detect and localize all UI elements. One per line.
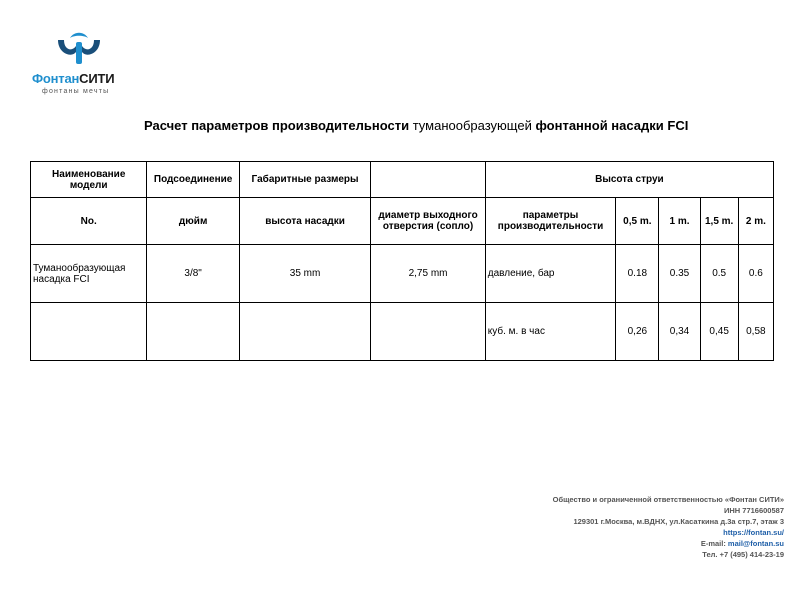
- header-height-3: 1,5 m.: [700, 198, 738, 245]
- cell-empty: [239, 303, 371, 361]
- header-model: Наименование модели: [31, 162, 147, 198]
- header-nozzle-height: высота насадки: [239, 198, 371, 245]
- logo-name-part2: СИТИ: [79, 71, 115, 86]
- header-inch: дюйм: [147, 198, 239, 245]
- title-part3: фонтанной насадки FCI: [535, 118, 689, 133]
- footer-email-link[interactable]: mail@fontan.su: [727, 539, 784, 548]
- cell-empty: [147, 303, 239, 361]
- cell-value: 0,58: [738, 303, 773, 361]
- header-empty: [371, 162, 485, 198]
- company-logo: [28, 28, 140, 100]
- cell-value: 0.6: [738, 245, 773, 303]
- cell-value: 0,26: [616, 303, 659, 361]
- footer-company: Общество и ограниченной ответственностью «Фонтан СИТИ»: [552, 495, 784, 504]
- table-header-row-2: [31, 198, 774, 245]
- title-part1: Расчет параметров производительности: [144, 118, 410, 133]
- header-no: No.: [31, 198, 147, 245]
- header-height-2: 1 m.: [659, 198, 700, 245]
- cell-model: Туманообразующая насадка FCI: [31, 245, 147, 303]
- header-dimensions: Габаритные размеры: [239, 162, 371, 198]
- header-performance: параметры производительности: [485, 198, 616, 245]
- cell-nozzle-height: 35 mm: [239, 245, 371, 303]
- footer-inn: ИНН 7716600587: [723, 506, 784, 515]
- header-connection: Подсоединение: [147, 162, 239, 198]
- header-height-4: 2 m.: [738, 198, 773, 245]
- header-jet-height: Высота струи: [485, 162, 773, 198]
- footer-website-link[interactable]: https://fontan.su/: [723, 528, 784, 537]
- cell-empty: [31, 303, 147, 361]
- cell-outlet-diameter: 2,75 mm: [371, 245, 485, 303]
- table-header-row-1: [31, 162, 774, 198]
- page-title: [144, 118, 688, 133]
- fountain-logo-icon: [54, 32, 104, 66]
- footer-email-line: [553, 538, 784, 549]
- table-row: [31, 245, 774, 303]
- cell-param-pressure: давление, бар: [485, 245, 616, 303]
- cell-value: 0.5: [700, 245, 738, 303]
- footer-email-label: E-mail:: [700, 539, 726, 548]
- footer-phone: Тел. +7 (495) 414-23-19: [702, 550, 784, 559]
- cell-value: 0,34: [659, 303, 700, 361]
- parameters-table: [30, 161, 774, 361]
- table-row: [31, 303, 774, 361]
- footer-address: 129301 г.Москва, м.ВДНХ, ул.Касаткина д.3а стр.7, этаж 3: [573, 517, 784, 526]
- logo-name-part1: Фонтан: [32, 71, 80, 86]
- cell-param-flow: куб. м. в час: [485, 303, 616, 361]
- header-outlet-diameter: диаметр выходного отверстия (сопло): [371, 198, 485, 245]
- company-footer: [553, 494, 784, 560]
- cell-value: 0,45: [700, 303, 738, 361]
- logo-name: [32, 71, 114, 86]
- cell-connection: 3/8": [147, 245, 239, 303]
- logo-tagline: фонтаны мечты: [42, 88, 110, 95]
- cell-empty: [371, 303, 485, 361]
- cell-value: 0.18: [616, 245, 659, 303]
- title-part2: туманообразующей: [412, 118, 532, 133]
- header-height-1: 0,5 m.: [616, 198, 659, 245]
- cell-value: 0.35: [659, 245, 700, 303]
